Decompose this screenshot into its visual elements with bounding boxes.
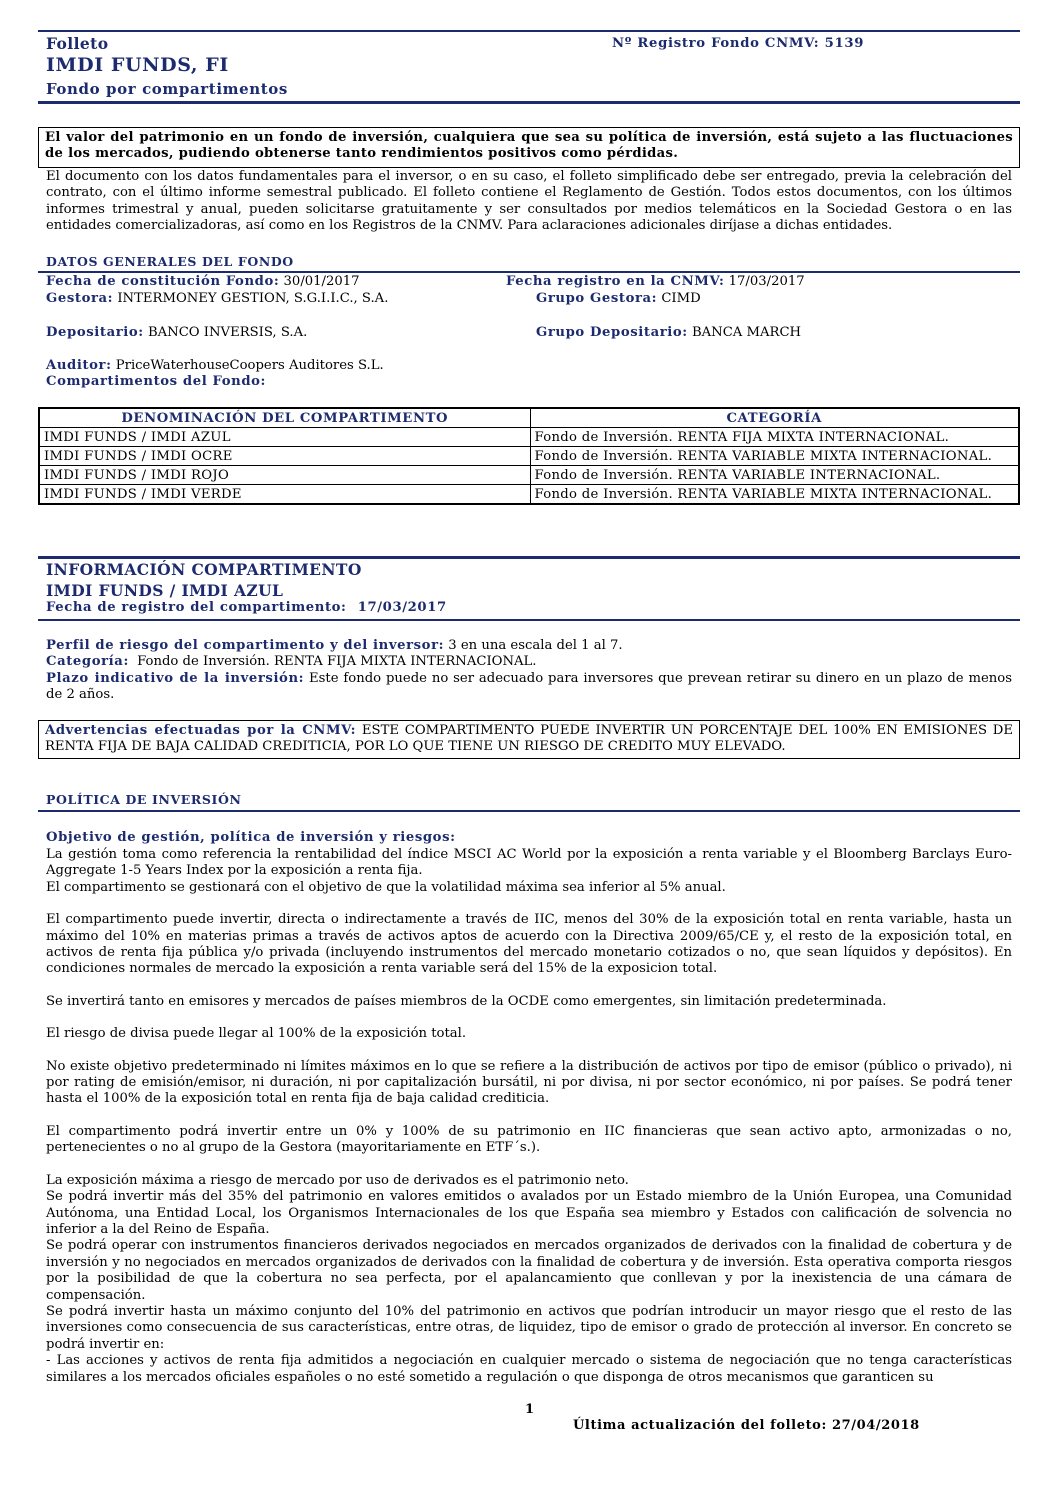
gestora-label: Gestora: xyxy=(46,291,114,306)
compartment-rule-bottom xyxy=(38,619,1020,621)
fecha-registro xyxy=(506,274,805,290)
fecha-constitucion-value: 30/01/2017 xyxy=(283,274,360,289)
fund-subtitle: Fondo por compartimentos xyxy=(46,80,288,98)
compartment-category-cell: Fondo de Inversión. RENTA VARIABLE INTERNACIONAL. xyxy=(530,466,1019,485)
perfil-riesgo xyxy=(46,638,1012,654)
investment-policy-heading: POLÍTICA DE INVERSIÓN xyxy=(46,792,242,807)
compartments-table xyxy=(38,407,1020,505)
table-header-row xyxy=(39,408,1019,428)
plazo-indicativo-label: Plazo indicativo de la inversión: xyxy=(46,671,305,686)
grupo-depositario-label: Grupo Depositario: xyxy=(536,325,688,340)
policy-paragraph: Se podrá operar con instrumentos financieros derivados negociados en mercados organizados de derivados con la finalidad de cobertura y de inversión y no negociados en mercados organizados de derivados con la finalidad de cobertura y de inversión. Esta operativa comporta riesgos por la posibilidad de que la cobertura no sea perfecta, por el apalancamiento que conllevan y por la inexistencia de una cámara de compensación. xyxy=(46,1238,1012,1303)
auditor xyxy=(46,358,384,374)
registry-number: Nº Registro Fondo CNMV: 5139 xyxy=(612,36,865,51)
compartment-category-cell: Fondo de Inversión. RENTA VARIABLE MIXTA INTERNACIONAL. xyxy=(530,485,1019,505)
header-rule-top xyxy=(38,30,1020,32)
policy-subheading: Objetivo de gestión, política de inversión y riesgos: xyxy=(46,830,456,845)
grupo-depositario xyxy=(536,325,801,341)
gestora-value: INTERMONEY GESTION, S.G.I.I.C., S.A. xyxy=(117,291,389,306)
plazo-indicativo xyxy=(46,671,1012,704)
investment-policy-rule xyxy=(38,810,1020,812)
categoria-value: Fondo de Inversión. RENTA FIJA MIXTA INTERNACIONAL. xyxy=(137,654,537,669)
last-update: Última actualización del folleto: 27/04/2018 xyxy=(573,1418,920,1433)
policy-paragraph: No existe objetivo predeterminado ni límites máximos en lo que se refiere a la distribución de activos por tipo de emisor (público o privado), ni por rating de emisión/emisor, ni duración, ni por capitalización bursátil, ni por divisa, ni por sector económico, ni por países. Se podrá tener hasta el 100% de la exposición total en renta fija de baja calidad crediticia. xyxy=(46,1058,1012,1107)
plazo-indicativo-value: Este fondo puede no ser adecuado para inversores que prevean retirar su dinero en un plazo de menos de 2 años. xyxy=(46,671,1012,703)
auditor-label: Auditor: xyxy=(46,358,112,373)
policy-paragraph: El compartimento puede invertir, directa o indirectamente a través de IIC, menos del 30% de la exposición total en renta variable, hasta un máximo del 10% en materias primas a través de activos aptos de acuerdo con la Directiva 2009/65/CE y, el resto de la exposición total, en activos de renta fija pública y/o privada (incluyendo instrumentos del mercado monetario cotizados o no, que sean líquidos y depósitos). En condiciones normales de mercado la exposición a renta variable será del 15% de la exposicion total. xyxy=(46,912,1012,977)
categoria xyxy=(46,654,1012,670)
header-rule-bottom xyxy=(38,101,1020,104)
policy-paragraph: El compartimento podrá invertir entre un 0% y 100% de su patrimonio en IIC financieras que sean activo apto, armonizadas o no, pertenecientes o no al grupo de la Gestora (mayoritariamente en ETF´s.). xyxy=(46,1123,1012,1156)
compartment-rule-top xyxy=(38,556,1020,559)
policy-paragraph: La exposición máxima a riesgo de mercado por uso de derivados es el patrimonio neto. xyxy=(46,1172,629,1188)
grupo-depositario-value: BANCA MARCH xyxy=(691,325,802,340)
cnmv-warning-text: ESTE COMPARTIMENTO PUEDE INVERTIR UN PORCENTAJE DEL 100% EN EMISIONES DE RENTA FIJA DE BAJA CALIDAD CREDITICIA, POR LO QUE TIENE UN RIESGO DE CREDITO MUY ELEVADO. xyxy=(45,723,1013,755)
risk-warning-text: El valor del patrimonio en un fondo de inversión, cualquiera que sea su política de inversión, está sujeto a las fluctuaciones de los mercados, pudiendo obtenerse tanto rendimientos positivos como pérdidas. xyxy=(45,130,1013,162)
categoria-label: Categoría: xyxy=(46,654,129,669)
fecha-constitucion-label: Fecha de constitución Fondo: xyxy=(46,274,280,289)
perfil-riesgo-label: Perfil de riesgo del compartimento y del inversor: xyxy=(46,638,445,653)
cnmv-warning-label: Advertencias efectuadas por la CNMV: xyxy=(45,723,357,738)
policy-body xyxy=(46,847,1012,1386)
fecha-constitucion xyxy=(46,274,360,290)
depositario xyxy=(46,325,307,341)
compartment-name-cell: IMDI FUNDS / IMDI VERDE xyxy=(39,485,530,505)
table-row xyxy=(39,485,1019,505)
policy-paragraph: El riesgo de divisa puede llegar al 100% de la exposición total. xyxy=(46,1026,467,1042)
policy-paragraph: El compartimento se gestionará con el objetivo de que la volatilidad máxima sea inferior al 5% anual. xyxy=(46,879,726,895)
intro-paragraph: El documento con los datos fundamentales para el inversor, o en su caso, el folleto simplificado debe ser entregado, previa la celebración del contrato, con el último informe semestral publicado. El folleto contiene el Reglamento de Gestión. Todos estos documentos, con los últimos informes trimestral y anual, pueden solicitarse gratuitamente y ser consultados por medios telemáticos en la Sociedad Gestora o en las entidades comercializadoras, así como en los Registros de la CNMV. Para aclaraciones adicionales diríjase a dichas entidades. xyxy=(46,169,1012,234)
fecha-registro-value: 17/03/2017 xyxy=(728,274,805,289)
policy-paragraph: - Las acciones y activos de renta fija admitidos a negociación en cualquier mercado o sistema de negociación que no tenga características similares a los mercados oficiales españoles o no esté sometido a regulación o que disponga de otros mecanismos que garanticen su xyxy=(46,1353,1012,1385)
column-header: DENOMINACIÓN DEL COMPARTIMENTO xyxy=(39,408,530,428)
table-row xyxy=(39,428,1019,447)
policy-paragraph: Se podrá invertir hasta un máximo conjunto del 10% del patrimonio en activos que podrían introducir un mayor riesgo que el resto de las inversiones como consecuencia de sus características, entre otras, de liquidez, tipo de emisor o grado de protección al inversor. En concreto se podrá invertir en: xyxy=(46,1303,1012,1352)
general-data-rule xyxy=(38,271,1020,273)
risk-warning-box xyxy=(38,127,1020,168)
compartment-name-cell: IMDI FUNDS / IMDI OCRE xyxy=(39,447,530,466)
fecha-registro-label: Fecha registro en la CNMV: xyxy=(506,274,725,289)
perfil-riesgo-value: 3 en una escala del 1 al 7. xyxy=(448,638,623,653)
compartment-name-cell: IMDI FUNDS / IMDI AZUL xyxy=(39,428,530,447)
table-row xyxy=(39,447,1019,466)
compartment-registry-date-value: 17/03/2017 xyxy=(357,600,447,615)
compartment-category-cell: Fondo de Inversión. RENTA VARIABLE MIXTA INTERNACIONAL. xyxy=(530,447,1019,466)
grupo-gestora-label: Grupo Gestora: xyxy=(536,291,658,306)
compartment-heading: INFORMACIÓN COMPARTIMENTO xyxy=(46,560,362,579)
compartment-registry-date-label: Fecha de registro del compartimento: xyxy=(46,600,347,615)
page-number: 1 xyxy=(525,1402,535,1417)
policy-paragraph: Se invertirá tanto en emisores y mercados de países miembros de la OCDE como emergentes, sin limitación predeterminada. xyxy=(46,993,887,1009)
doc-type: Folleto xyxy=(46,34,109,53)
cnmv-warning xyxy=(45,723,1013,756)
policy-paragraph: Se podrá invertir más del 35% del patrimonio en valores emitidos o avalados por un Estado miembro de la Unión Europea, una Comunidad Autónoma, una Entidad Local, los Organismos Internacionales de los que España sea miembro y Estados con calificación de solvencia no inferior a la del Reino de España. xyxy=(46,1189,1012,1237)
general-data-heading: DATOS GENERALES DEL FONDO xyxy=(46,254,294,269)
compartment-category-cell: Fondo de Inversión. RENTA FIJA MIXTA INTERNACIONAL. xyxy=(530,428,1019,447)
cnmv-warning-box xyxy=(38,720,1020,759)
compartment-name: IMDI FUNDS / IMDI AZUL xyxy=(46,581,284,600)
compartimentos-label: Compartimentos del Fondo: xyxy=(46,374,267,389)
column-header: CATEGORÍA xyxy=(530,408,1019,428)
depositario-value: BANCO INVERSIS, S.A. xyxy=(147,325,308,340)
depositario-label: Depositario: xyxy=(46,325,144,340)
grupo-gestora-value: CIMD xyxy=(661,291,701,306)
fund-name: IMDI FUNDS, FI xyxy=(46,54,229,76)
gestora xyxy=(46,291,388,307)
table-row xyxy=(39,466,1019,485)
grupo-gestora xyxy=(536,291,701,307)
auditor-value: PriceWaterhouseCoopers Auditores S.L. xyxy=(115,358,384,373)
compartment-registry-date xyxy=(46,600,447,615)
compartment-name-cell: IMDI FUNDS / IMDI ROJO xyxy=(39,466,530,485)
policy-paragraph: La gestión toma como referencia la rentabilidad del índice MSCI AC World por la exposición a renta variable y el Bloomberg Barclays Euro-Aggregate 1-5 Years Index por la exposición a renta fija. xyxy=(46,847,1012,879)
